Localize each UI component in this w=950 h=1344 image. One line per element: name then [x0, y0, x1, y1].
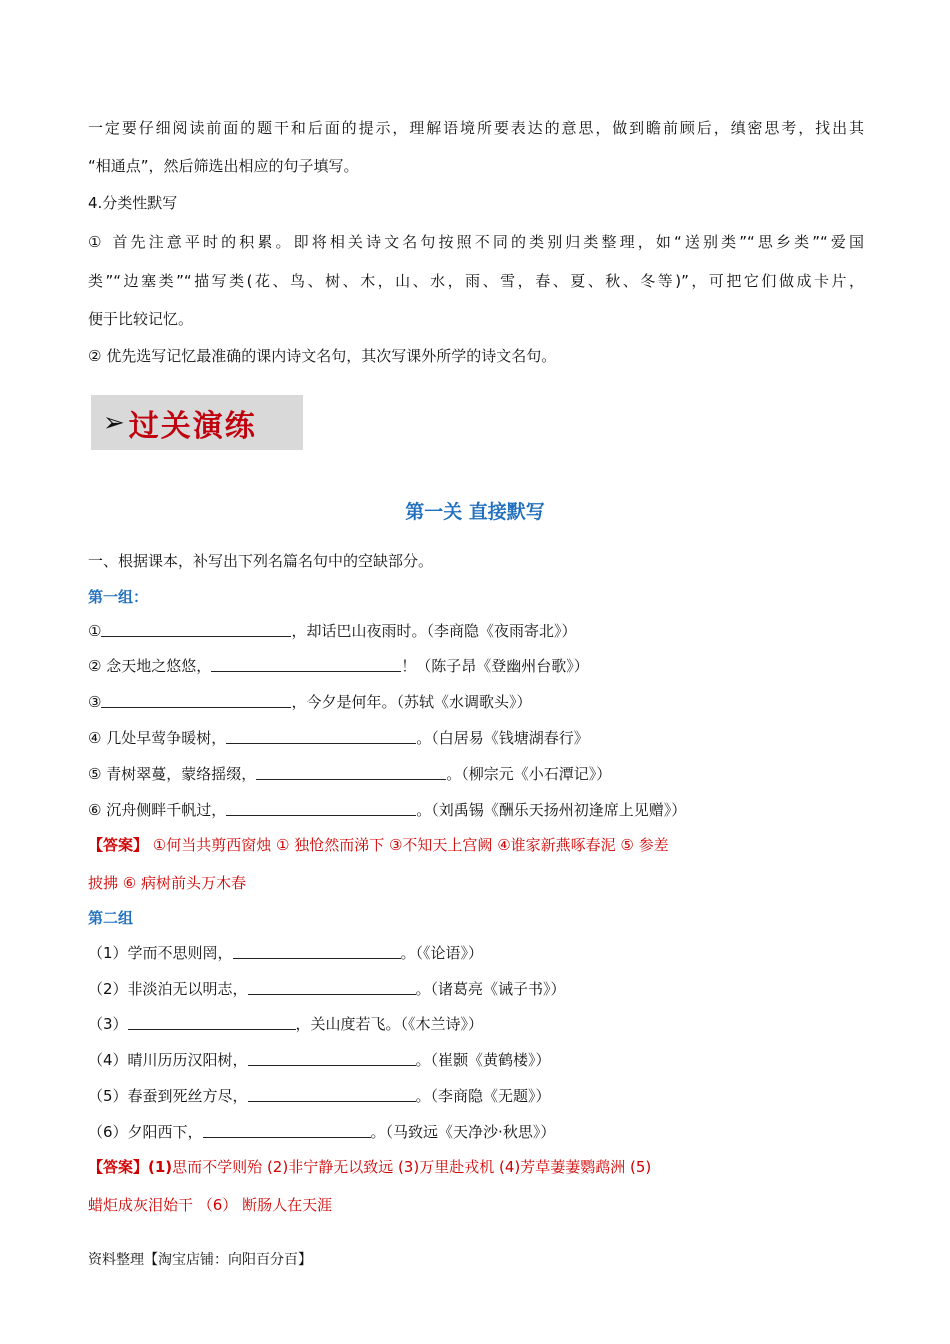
item-suffix: 。（白居易《钱塘湖春行》: [416, 729, 589, 747]
answer-label: 【答案】: [88, 836, 149, 854]
answer-blank[interactable]: [248, 1051, 416, 1066]
group2-title: 第二组: [88, 909, 134, 927]
item-suffix: 。（马致远《天净沙·秋思》）: [370, 1123, 556, 1141]
item-suffix: 。（刘禹锡《酬乐天扬州初逢席上见赠》）: [416, 801, 687, 819]
answer-blank[interactable]: [248, 1087, 416, 1102]
group1-item: [88, 656, 589, 676]
answer-number: (1): [148, 1158, 173, 1176]
group2-item: [88, 943, 483, 963]
answer-text: ①何当共剪西窗烛 ① 独怆然而涕下 ③不知天上宫阙 ④谁家新燕啄春泥 ⑤ 参差: [148, 836, 669, 854]
footer: 资料整理【淘宝店铺：向阳百分百】: [88, 1252, 312, 1268]
p2: ② 优先选写记忆最准确的课内诗文名句，其次写课外所学的诗文名句。: [88, 347, 557, 365]
item-suffix: ，今夕是何年。（苏轼《水调歌头》）: [291, 693, 532, 711]
p1-line-1: ① 首先注意平时的积累。即将相关诗文名句按照不同的类别归类整理，如“送别类”“思乡类”“爱国: [88, 233, 864, 251]
item-prefix: ③: [88, 693, 102, 711]
item-prefix: （3）: [88, 1015, 128, 1033]
item-prefix: ⑥ 沉舟侧畔千帆过，: [88, 801, 227, 819]
intro-line-2: “相通点”，然后筛选出相应的句子填写。: [88, 157, 359, 175]
item-suffix: 。（李商隐《无题》）: [415, 1087, 551, 1105]
p1-line-3: 便于比较记忆。: [88, 310, 194, 328]
item-prefix: ④ 几处早莺争暖树，: [88, 729, 227, 747]
group1-item: [88, 764, 611, 784]
p1-line-2: 类”“边塞类”“描写类(花、鸟、树、木，山、水，雨、雪，春、夏、秋、冬等)”，可把它们做成卡片，: [88, 272, 864, 290]
item-prefix: （6）夕阳西下，: [88, 1123, 203, 1141]
item-prefix: （4）晴川历历汉阳树，: [88, 1051, 248, 1069]
group1-item: [88, 621, 576, 641]
group1-answer-line-2: 披拂 ⑥ 病树前头万木春: [88, 874, 246, 892]
group1-item: [88, 800, 686, 820]
intro-line-1: 一定要仔细阅读前面的题干和后面的提示，理解语境所要表达的意思，做到瞻前顾后，缜密思考，找出其: [88, 119, 864, 137]
answer-blank[interactable]: [211, 657, 401, 672]
answer-blank[interactable]: [226, 729, 416, 744]
item-prefix: （5）春蚕到死丝方尽，: [88, 1087, 248, 1105]
answer-blank[interactable]: [128, 1015, 296, 1030]
group2-answer-line-2: 蜡炬成灰泪始干 （6） 断肠人在天涯: [88, 1196, 333, 1214]
group1-item: [88, 692, 531, 712]
item-prefix: ①: [88, 622, 102, 640]
item-prefix: （2）非淡泊无以明志，: [88, 980, 248, 998]
item-suffix: ！（陈子昂《登幽州台歌》）: [401, 657, 589, 675]
item-suffix: 。（柳宗元《小石潭记》）: [446, 765, 612, 783]
group2-item: [88, 1050, 551, 1070]
group2-item: [88, 979, 566, 999]
item-prefix: ⑤ 青树翠蔓，蒙络摇缀，: [88, 765, 257, 783]
item-suffix: 。（崔颢《黄鹤楼》）: [415, 1051, 551, 1069]
answer-blank[interactable]: [226, 801, 416, 816]
answer-blank[interactable]: [203, 1123, 371, 1138]
group1-answer-line-1: [88, 835, 669, 855]
item-prefix: （1）学而不思则罔，: [88, 944, 233, 962]
item-suffix: ，关山度若飞。（《木兰诗》）: [295, 1015, 484, 1033]
item-prefix: ② 念天地之悠悠，: [88, 657, 212, 675]
group1-title: 第一组：: [88, 588, 149, 606]
arrow-icon: ➢: [103, 407, 125, 438]
section-title: 第一关 直接默写: [405, 501, 545, 523]
answer-blank[interactable]: [101, 622, 291, 637]
answer-blank[interactable]: [256, 765, 446, 780]
banner-title: 过关演练: [128, 408, 257, 444]
answer-blank[interactable]: [248, 980, 416, 995]
instruction: 一、根据课本，补写出下列名篇名句中的空缺部分。: [88, 552, 434, 570]
group2-item: [88, 1014, 483, 1034]
item-suffix: 。（《论语》）: [400, 944, 484, 962]
group1-item: [88, 728, 589, 748]
answer-text: 思而不学则殆 (2)非宁静无以致远 (3)万里赴戎机 (4)芳草萋萋鹦鹉洲 (5): [172, 1158, 652, 1176]
practice-banner: [91, 395, 303, 450]
group2-answer-line-1: [88, 1157, 651, 1177]
group2-item: [88, 1122, 555, 1142]
group2-item: [88, 1086, 551, 1106]
answer-label: 【答案】: [88, 1158, 149, 1176]
item-suffix: ，却话巴山夜雨时。（李商隐《夜雨寄北》）: [291, 622, 577, 640]
item-suffix: 。（诸葛亮《诫子书》）: [415, 980, 566, 998]
item4-title: 4.分类性默写: [88, 194, 178, 212]
answer-blank[interactable]: [101, 693, 291, 708]
answer-blank[interactable]: [233, 944, 401, 959]
